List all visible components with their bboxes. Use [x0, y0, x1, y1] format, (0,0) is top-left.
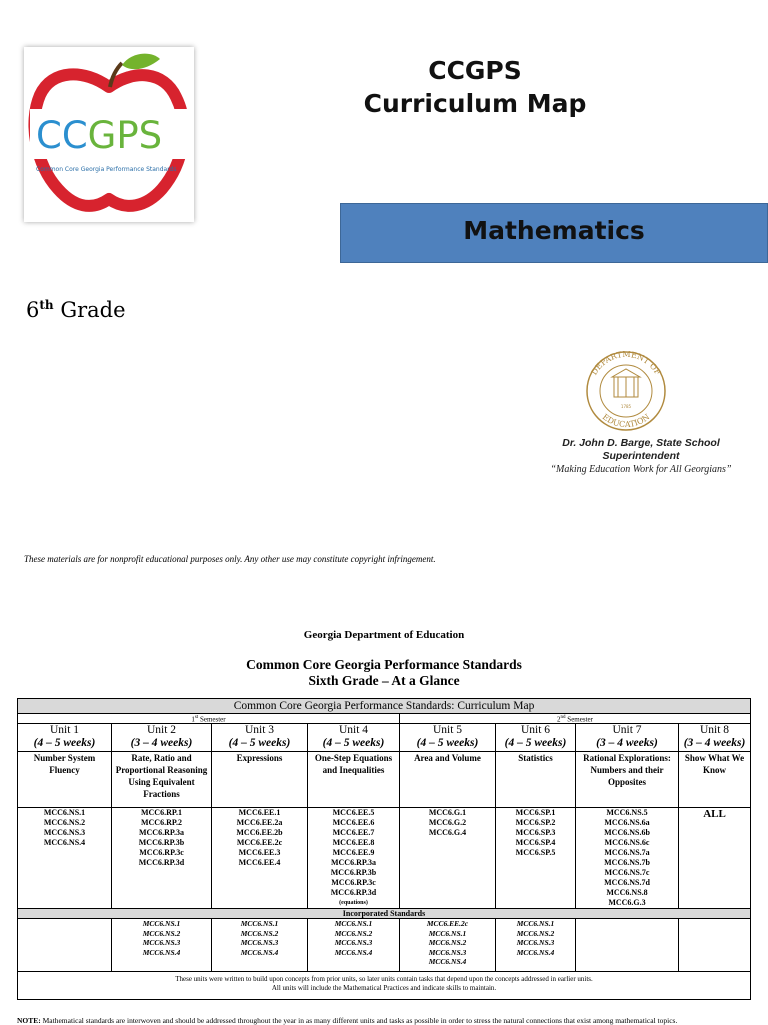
incorporated-code: MCC6.NS.4 [142, 947, 181, 957]
standard-code: MCC6.EE.5 [332, 808, 375, 818]
standard-code: MCC6.NS.7d [604, 878, 650, 888]
incorporated-code: MCC6.NS.1 [240, 919, 279, 929]
incorporated-code: MCC6.NS.4 [428, 957, 467, 967]
incorporated-code: MCC6.NS.3 [334, 938, 373, 948]
unit-1-topic: Number System Fluency [18, 752, 112, 808]
standards-title [0, 657, 768, 689]
unit-duration: (4 – 5 weeks) [228, 736, 291, 749]
incorporated-code: MCC6.NS.4 [240, 947, 279, 957]
incorporated-code: MCC6.NS.3 [142, 938, 181, 948]
unit-duration: (4 – 5 weeks) [504, 736, 567, 749]
unit-1-standards [18, 808, 112, 909]
copyright-notice: These materials are for nonprofit educational purposes only. Any other use may constitute copyright infringement. [24, 554, 436, 564]
unit-duration: (3 – 4 weeks) [596, 736, 658, 749]
unit-3-incorporated [212, 919, 308, 972]
semester-2-label: 2nd Semester [400, 714, 751, 724]
unit-5-header [400, 724, 496, 752]
unit-2-topic: Rate, Ratio and Proportional Reasoning Using Equivalent Fractions [112, 752, 212, 808]
table-note [18, 972, 751, 1000]
standard-code-note: (equations) [339, 900, 368, 907]
unit-duration: (3 – 4 weeks) [130, 736, 193, 749]
ccgps-logo [24, 47, 194, 222]
unit-3-header [212, 724, 308, 752]
standard-code: MCC6.EE.2a [236, 818, 283, 828]
standard-code: MCC6.NS.7c [604, 868, 650, 878]
standard-code: MCC6.G.3 [608, 898, 646, 908]
standard-code: MCC6.SP.5 [515, 848, 556, 858]
standard-code: MCC6.RP.1 [140, 808, 183, 818]
standard-code: MCC6.NS.6a [604, 818, 650, 828]
unit-6-incorporated [496, 919, 576, 972]
incorporated-code: MCC6.NS.3 [516, 938, 555, 948]
superintendent-motto: “Making Education Work for All Georgians” [550, 464, 732, 475]
incorporated-code: MCC6.EE.2c [426, 919, 469, 929]
note-text: Mathematical standards are interwoven and should be addressed throughout the year in as many different units and tasks as possible in order to stress the natural connections that exist among mathematical topics. [40, 1016, 678, 1025]
curriculum-map-table [17, 698, 751, 1000]
unit-duration: (4 – 5 weeks) [322, 736, 385, 749]
standard-code: MCC6.RP.3c [331, 878, 376, 888]
title-line-1: CCGPS [428, 56, 522, 85]
standard-code: MCC6.NS.7a [604, 848, 650, 858]
logo-letters-cc: CCGPS [36, 114, 163, 157]
unit-duration: (3 – 4 weeks) [683, 736, 746, 749]
incorporated-code: MCC6.NS.3 [240, 938, 279, 948]
incorporated-code: MCC6.NS.1 [516, 919, 555, 929]
seal-bottom-text: EDUCATION [600, 412, 652, 430]
standard-code: ALL [703, 808, 726, 821]
standards-title-line-1: Common Core Georgia Performance Standards [246, 657, 522, 672]
unit-8-standards [679, 808, 751, 909]
standard-code: MCC6.NS.5 [606, 808, 648, 818]
unit-2-incorporated [112, 919, 212, 972]
standard-code: MCC6.EE.2c [236, 838, 283, 848]
title-line-2: Curriculum Map [363, 89, 587, 118]
incorporated-code: MCC6.NS.2 [516, 928, 555, 938]
subject-banner [340, 203, 768, 263]
seal-year: 1785 [620, 404, 632, 409]
standard-code: MCC6.RP.3b [330, 868, 377, 878]
standard-code: MCC6.EE.7 [332, 828, 375, 838]
unit-6-header [496, 724, 576, 752]
standard-code: MCC6.EE.4 [238, 858, 281, 868]
unit-4-header [308, 724, 400, 752]
standard-code: MCC6.G.4 [428, 828, 467, 838]
unit-name: Unit 5 [432, 724, 463, 737]
standard-code: MCC6.NS.3 [43, 828, 86, 838]
department-seal-icon [580, 347, 672, 431]
unit-duration: (4 – 5 weeks) [33, 736, 96, 749]
standard-code: MCC6.NS.4 [43, 838, 86, 848]
standard-code: MCC6.SP.3 [515, 828, 556, 838]
superintendent-block [526, 437, 756, 476]
table-header: Common Core Georgia Performance Standards: Curriculum Map [18, 699, 751, 714]
standard-code: MCC6.RP.3b [138, 838, 185, 848]
unit-6-topic: Statistics [496, 752, 576, 808]
unit-7-topic: Rational Explorations: Numbers and their Opposites [576, 752, 679, 808]
standard-code: MCC6.SP.4 [515, 838, 556, 848]
incorporated-code: MCC6.NS.3 [428, 947, 467, 957]
standard-code: MCC6.NS.8 [606, 888, 648, 898]
standard-code: MCC6.SP.1 [515, 808, 556, 818]
superintendent-name: Dr. John D. Barge, State School Superintendent [562, 437, 720, 462]
note-prefix: NOTE: [17, 1016, 41, 1025]
incorporated-code: MCC6.NS.2 [240, 928, 279, 938]
note-line-1: These units were written to build upon concepts from prior units, so later units contain tasks that depend upon the concepts addressed in earlier units. [175, 975, 593, 984]
unit-6-standards [496, 808, 576, 909]
standards-title-line-2: Sixth Grade – At a Glance [308, 673, 460, 688]
incorporated-code: MCC6.NS.1 [428, 928, 467, 938]
standard-code: MCC6.NS.1 [43, 808, 86, 818]
unit-1-incorporated [18, 919, 112, 972]
unit-5-incorporated [400, 919, 496, 972]
standard-code: MCC6.RP.3a [330, 858, 377, 868]
unit-5-topic: Area and Volume [400, 752, 496, 808]
unit-4-topic: One-Step Equations and Inequalities [308, 752, 400, 808]
unit-5-standards [400, 808, 496, 909]
incorporated-code: MCC6.NS.2 [334, 928, 373, 938]
standard-code: MCC6.EE.3 [238, 848, 281, 858]
seal-top-text: DEPARTMENT OF [589, 349, 663, 377]
unit-2-header [112, 724, 212, 752]
unit-3-standards [212, 808, 308, 909]
department-heading: Georgia Department of Education [303, 629, 465, 641]
standard-code: MCC6.EE.6 [332, 818, 375, 828]
grade-number: 6 [26, 298, 40, 322]
standard-code: MCC6.EE.9 [332, 848, 375, 858]
unit-4-standards [308, 808, 400, 909]
standard-code: MCC6.NS.6b [604, 828, 650, 838]
unit-1-header [18, 724, 112, 752]
standard-code: MCC6.RP.2 [140, 818, 183, 828]
page-title [300, 54, 650, 120]
unit-duration: (4 – 5 weeks) [416, 736, 479, 749]
standard-code: MCC6.SP.2 [515, 818, 556, 828]
unit-7-standards [576, 808, 679, 909]
standard-code: MCC6.RP.3a [138, 828, 185, 838]
incorporated-code: MCC6.NS.1 [142, 919, 181, 929]
unit-name: Unit 1 [49, 724, 80, 737]
unit-7-header [576, 724, 679, 752]
standard-code: MCC6.G.1 [428, 808, 467, 818]
semester-1-label: 1st Semester [18, 714, 400, 724]
unit-name: Unit 8 [699, 724, 730, 737]
standard-code: MCC6.NS.7b [604, 858, 650, 868]
unit-name: Unit 4 [338, 724, 369, 737]
unit-name: Unit 7 [612, 724, 642, 737]
unit-8-header [679, 724, 751, 752]
unit-8-topic: Show What We Know [679, 752, 751, 808]
unit-7-incorporated [576, 919, 679, 972]
incorporated-code: MCC6.NS.4 [516, 947, 555, 957]
incorporated-code: MCC6.NS.2 [142, 928, 181, 938]
standard-code: MCC6.EE.1 [238, 808, 281, 818]
incorporated-code: MCC6.NS.1 [334, 919, 373, 929]
unit-3-topic: Expressions [212, 752, 308, 808]
grade-label [26, 298, 126, 322]
grade-suffix: th [39, 298, 54, 312]
subject-label: Mathematics [463, 216, 645, 245]
standard-code: MCC6.EE.8 [332, 838, 375, 848]
unit-2-standards [112, 808, 212, 909]
unit-8-incorporated [679, 919, 751, 972]
logo-tagline: Common Core Georgia Performance Standards [36, 166, 177, 173]
unit-name: Unit 3 [244, 724, 275, 737]
standard-code: MCC6.RP.3c [139, 848, 184, 858]
incorporated-code: MCC6.NS.4 [334, 947, 373, 957]
leaf-icon [122, 54, 160, 70]
standard-code: MCC6.EE.2b [236, 828, 283, 838]
grade-word: Grade [60, 298, 126, 322]
incorporated-code: MCC6.NS.2 [428, 938, 467, 948]
incorporated-standards-heading: Incorporated Standards [18, 909, 751, 919]
standard-code: MCC6.RP.3d [330, 888, 377, 898]
unit-name: Unit 6 [520, 724, 551, 737]
standard-code: MCC6.RP.3d [138, 858, 185, 868]
unit-name: Unit 2 [146, 724, 177, 737]
unit-4-incorporated [308, 919, 400, 972]
note-line-2: All units will include the Mathematical Practices and indicate skills to maintain. [271, 984, 497, 993]
standard-code: MCC6.NS.2 [43, 818, 86, 828]
standard-code: MCC6.G.2 [428, 818, 467, 828]
standard-code: MCC6.NS.6c [604, 838, 650, 848]
